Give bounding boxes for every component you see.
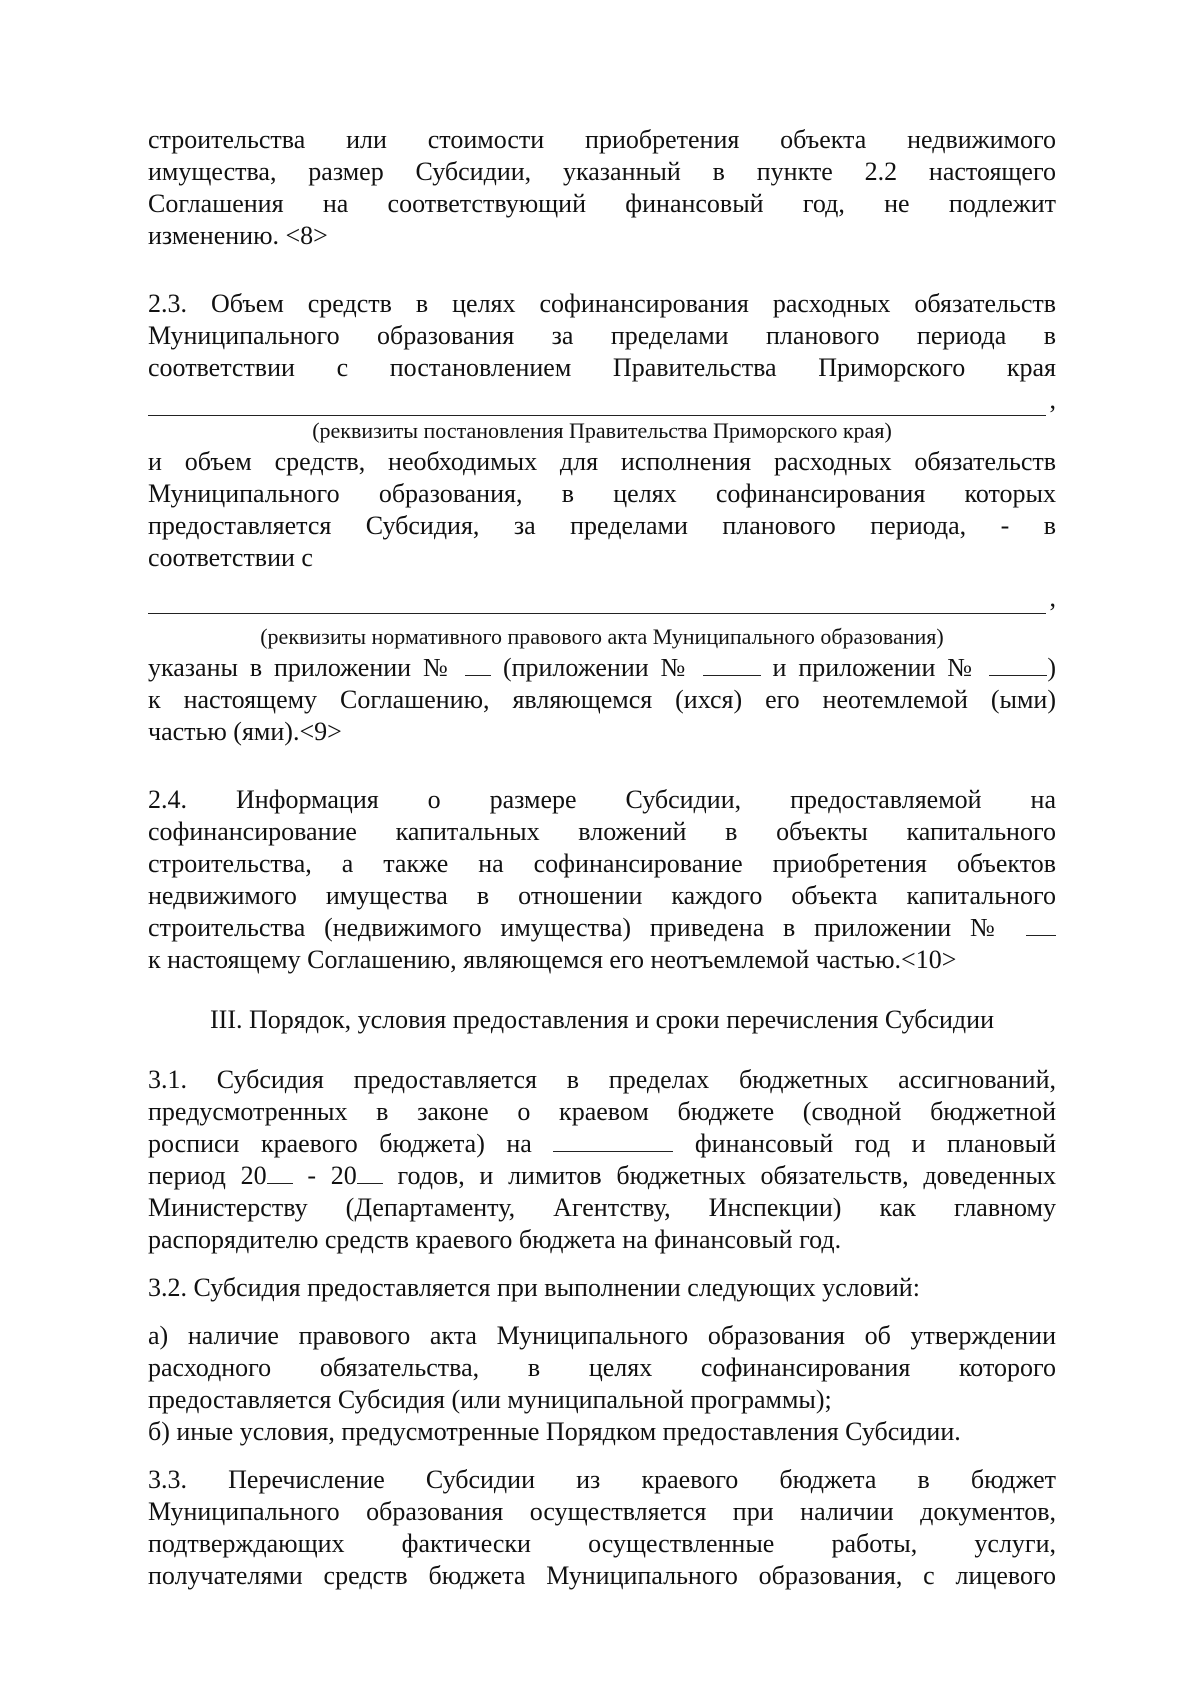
text-line: Соглашения на соответствующий финансовый год, не подлежит [148,189,1056,218]
text-line: Муниципального образования осуществляется при наличии документов, [148,1497,1056,1526]
fill-in-line [148,384,1056,416]
blank-underline [989,653,1047,676]
text-line [148,652,1056,684]
text-line: и объем средств, необходимых для исполнения расходных обязательств [148,447,1056,476]
text-fragment: и приложении № [772,653,978,682]
blank-underline [148,393,1046,416]
blank-underline [267,1161,293,1184]
text-line: Муниципального образования за пределами планового периода в [148,321,1056,350]
text-fragment: период 20 [148,1161,267,1190]
list-item-b: б) иные условия, предусмотренные Порядком предоставления Субсидии. [148,1417,961,1446]
text-line: соответствии с [148,543,313,572]
list-item-a: а) наличие правового акта Муниципального образования об утверждении [148,1321,1056,1350]
text-line: 3.3. Перечисление Субсидии из краевого бюджета в бюджет [148,1465,1056,1494]
blank-underline [1026,913,1056,936]
paragraph-2-3 [148,288,1056,748]
blank-underline [357,1161,383,1184]
text-line: предусмотренных в законе о краевом бюджете (сводной бюджетной [148,1097,1056,1126]
text-fragment: годов, и лимитов бюджетных обязательств, доведенных [397,1161,1056,1190]
text-line: предоставляется Субсидия, за пределами планового периода, - в [148,511,1056,540]
text-line: распорядителю средств краевого бюджета на финансовый год. [148,1225,842,1254]
text-line: 3.2. Субсидия предоставляется при выполнении следующих условий: [148,1273,920,1302]
paragraph-2-2-continuation [148,124,1056,252]
fill-in-line [148,582,1056,614]
text-fragment: финансовый год и плановый [694,1129,1057,1158]
text-line: 2.4. Информация о размере Субсидии, предоставляемой на [148,785,1056,814]
text-fragment: - 20 [307,1161,357,1190]
text-line: предоставляется Субсидия (или муниципальной программы); [148,1385,832,1414]
text-fragment: ) [1047,653,1057,682]
paragraph-3-3 [148,1464,1056,1592]
text-line: изменению. <8> [148,221,328,250]
paragraph-3-1 [148,1064,1056,1256]
field-caption: (реквизиты нормативного правового акта Муниципального образования) [260,624,944,649]
text-line: строительства, а также на софинансирование приобретения объектов [148,849,1056,878]
text-line: имущества, размер Субсидии, указанный в пункте 2.2 настоящего [148,157,1056,186]
text-line [148,1160,1056,1192]
text-fragment: (приложении № [502,653,691,682]
text-line: соответствии с постановлением Правительства Приморского края [148,353,1056,382]
text-line: к настоящему Соглашению, являющемся (ихся) его неотемлемой (ыми) [148,685,1056,714]
document-page [148,124,1056,1592]
text-line [148,912,1056,944]
text-line: получателями средств бюджета Муниципального образования, с лицевого [148,1561,1056,1590]
text-line: Муниципального образования, в целях софинансирования которых [148,479,1056,508]
blank-underline [465,653,491,676]
paragraph-2-4 [148,784,1056,976]
section-heading: III. Порядок, условия предоставления и сроки перечисления Субсидии [210,1005,994,1034]
text-line: 2.3. Объем средств в целях софинансирования расходных обязательств [148,289,1056,318]
text-line: строительства или стоимости приобретения объекта недвижимого [148,125,1056,154]
blank-underline [148,591,1046,614]
text-line [148,1128,1056,1160]
text-line: к настоящему Соглашению, являющемся его неотъемлемой частью.<10> [148,945,957,974]
text-fragment: , [1049,385,1056,414]
text-line: Министерству (Департаменту, Агентству, Инспекции) как главному [148,1193,1056,1222]
field-caption: (реквизиты постановления Правительства Приморского края) [312,418,892,443]
paragraph-3-2 [148,1272,1056,1448]
text-line: софинансирование капитальных вложений в объекты капитального [148,817,1056,846]
text-fragment: указаны в приложении № [148,653,454,682]
blank-underline [703,653,761,676]
text-fragment: росписи краевого бюджета) на [148,1129,532,1158]
text-line: 3.1. Субсидия предоставляется в пределах бюджетных ассигнований, [148,1065,1056,1094]
blank-underline [553,1129,673,1152]
text-line: расходного обязательства, в целях софинансирования которого [148,1353,1056,1382]
text-fragment: строительства (недвижимого имущества) приведена в приложении № [148,913,1008,942]
text-line: частью (ями).<9> [148,717,342,746]
text-fragment: , [1049,583,1056,612]
text-line: недвижимого имущества в отношении каждого объекта капитального [148,881,1056,910]
text-line: подтверждающих фактически осуществленные работы, услуги, [148,1529,1056,1558]
